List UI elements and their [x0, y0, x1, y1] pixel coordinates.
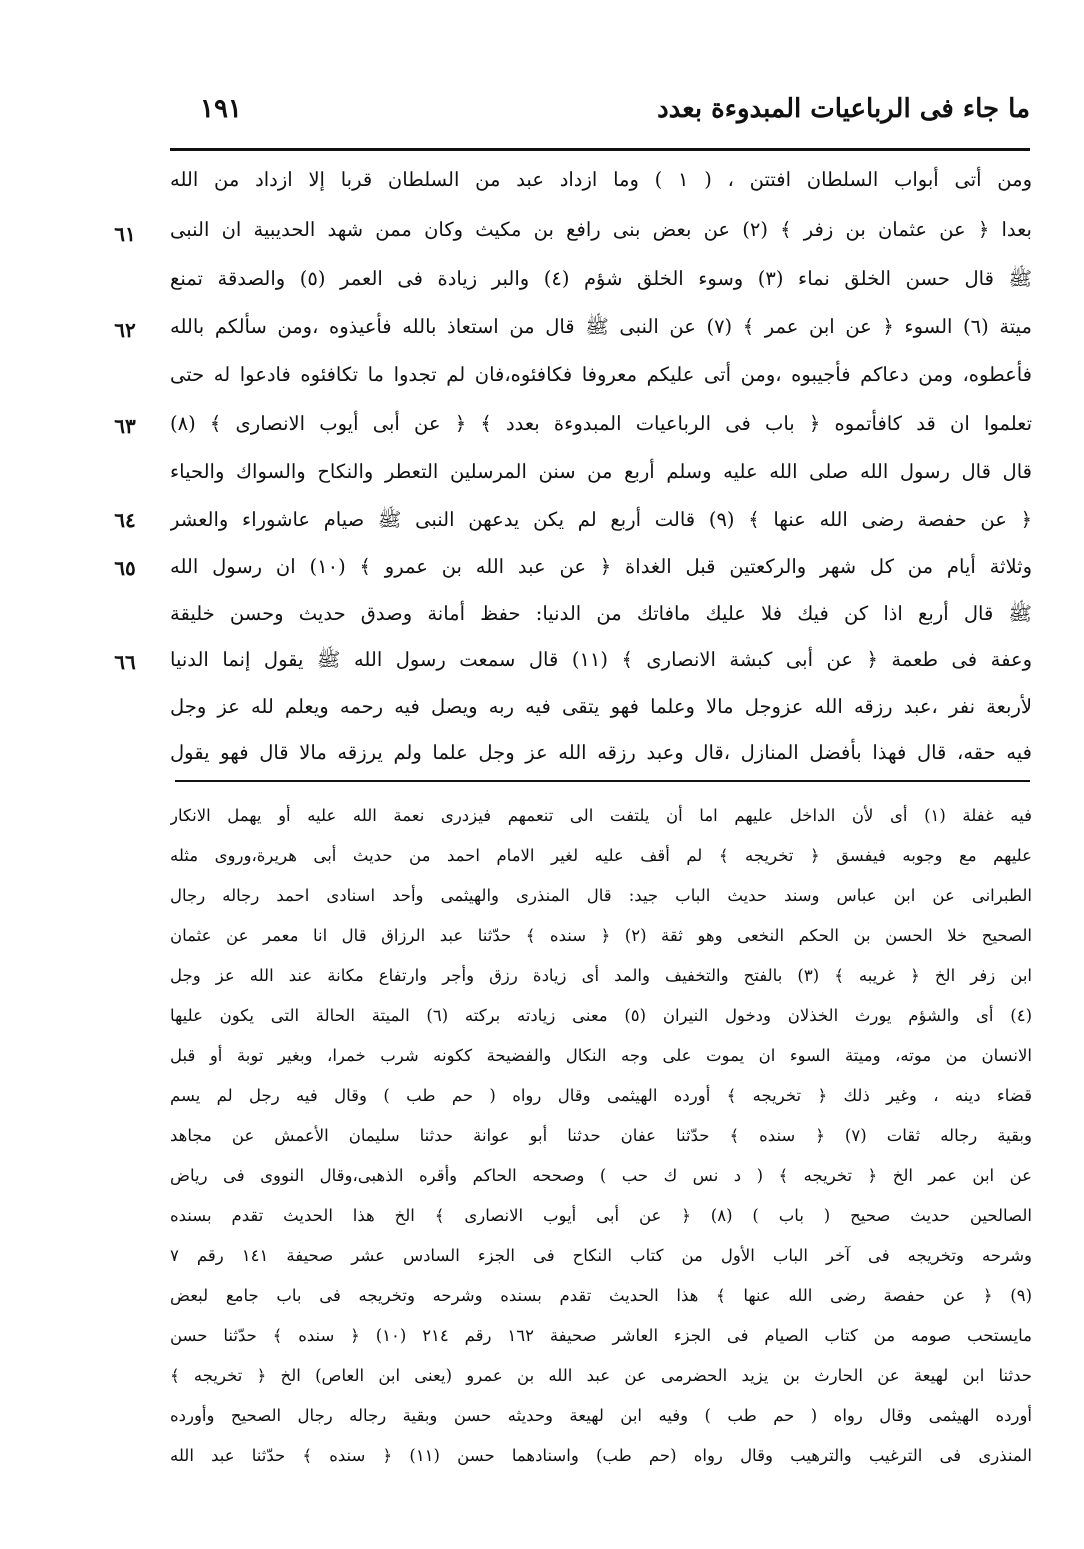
- page-header: [170, 90, 1030, 140]
- footnote-line: الصحيح خلا الحسن بن الحكم النخعى وهو ثقة (٢) ﴿ سنده ﴾ حدّثنا عبد الرزاق قال انا معمر عن عثمان: [170, 926, 1032, 945]
- text-line: ﷺ قال أربع اذا كن فيك فلا عليك مافاتك من الدنيا: حفظ أمانة وصدق حديث وحسن خليقة: [170, 602, 1032, 625]
- footnote-rule: [175, 780, 1030, 782]
- text-line: فيه حقه، قال فهذا بأفضل المنازل ،قال وعبد رزقه الله عز وجل علما ولم يرزقه مالا قال فهو يقول: [170, 741, 1032, 764]
- footnote-line: الصالحين حديث صحيح ( باب ) (٨) ﴿ عن أبى أيوب الانصارى ﴾ الخ هذا الحديث تقدم بسنده: [170, 1206, 1032, 1225]
- text-line: بعدا ﴿ عن عثمان بن زفر ﴾ (٢) عن بعض بنى رافع بن مكيث وكان ممن شهد الحديبية ان النبى: [170, 218, 1032, 241]
- footnote-line: عليهم مع وجوبه فيفسق ﴿ تخريجه ﴾ لم أقف عليه لغير الامام احمد من حديث أبى هريرة،وروى مثله: [170, 846, 1032, 865]
- text-line: ميتة (٦) السوء ﴿ عن ابن عمر ﴾ (٧) عن النبى ﷺ قال من استعاذ بالله فأعيذوه ،ومن سألكم بالله: [170, 315, 1032, 338]
- footnote-line: وشرحه وتخريجه فى آخر الباب الأول من كتاب النكاح فى الجزء السادس عشر صحيفة ١٤١ رقم ٧: [170, 1246, 1032, 1265]
- text-line: وعفة فى طعمة ﴿ عن أبى كبشة الانصارى ﴾ (١١) قال سمعت رسول الله ﷺ يقول إنما الدنيا: [170, 648, 1032, 671]
- text-line: تعلموا ان قد كافأتموه ﴿ باب فى الرباعيات المبدوءة بعدد ﴾ ﴿ عن أبى أيوب الانصارى ﴾ (٨): [170, 412, 1032, 435]
- footnote-line: حدثنا ابن لهيعة عن الحارث بن يزيد الحضرمى عن عبد الله بن عمرو (يعنى ابن العاص) الخ ﴿ تخريجه ﴾: [170, 1366, 1032, 1385]
- text-line: ومن أتى أبواب السلطان افتتن ، ( ١ ) وما ازداد عبد من السلطان قربا إلا ازداد من الله: [170, 168, 1032, 191]
- hadith-number: ٦٢: [114, 318, 136, 342]
- footnote-line: (٤) أى والشؤم يورث الخذلان ودخول النيران (٥) معنى زيادته بركته (٦) الميتة الحالة التى يكون عليها: [170, 1006, 1032, 1025]
- hadith-number: ٦٣: [114, 414, 136, 438]
- footnote-line: أورده الهيثمى وقال رواه ( حم طب ) وفيه ابن لهيعة وحديثه حسن وبقية رجاله رجال الصحيح وأورده: [170, 1406, 1032, 1425]
- text-line: لأربعة نفر ،عبد رزقه الله عزوجل مالا وعلما فهو يتقى فيه ربه ويصل فيه رحمه ويعلم لله عز وجل: [170, 695, 1032, 718]
- text-line: ﴿ عن حفصة رضى الله عنها ﴾ (٩) قالت أربع لم يكن يدعهن النبى ﷺ صيام عاشوراء والعشر: [170, 508, 1032, 531]
- text-line: قال قال رسول الله صلى الله عليه وسلم أربع من سنن المرسلين التعطر والنكاح والسواك والحياء: [170, 460, 1032, 483]
- footnote-line: فيه غفلة (١) أى لأن الداخل عليهم اما أن يلتفت الى تنعمهم فيزدرى نعمة الله عليه أو يهمل الانكار: [170, 806, 1032, 825]
- footnote-line: قضاء دينه ، وغير ذلك ﴿ تخريجه ﴾ أورده الهيثمى وقال رواه ( حم طب ) وقال فيه رجل لم يسم: [170, 1086, 1032, 1105]
- footnote-line: الطبرانى عن ابن عباس وسند حديث الباب جيد: قال المنذرى والهيثمى وأحد اسنادى احمد رجاله رجال: [170, 886, 1032, 905]
- footnote-line: ابن زفر الخ ﴿ غريبه ﴾ (٣) بالفتح والتخفيف والمد أى زيادة رزق وأجر وارتفاع مكانة عند الله عز وجل: [170, 966, 1032, 985]
- footnote-line: عن ابن عمر الخ ﴿ تخريجه ﴾ ( د نس ك حب ) وصححه الحاكم وأقره الذهبى،وقال النووى فى رياض: [170, 1166, 1032, 1185]
- header-rule: [170, 148, 1030, 151]
- text-line: وثلاثة أيام من كل شهر والركعتين قبل الغداة ﴿ عن عبد الله بن عمرو ﴾ (١٠) ان رسول الله: [170, 555, 1032, 578]
- page-number: ١٩١: [200, 94, 242, 124]
- hadith-number: ٦١: [114, 222, 136, 246]
- footnote-line: الانسان من موته، وميتة السوء ان يموت على وجه النكال والفضيحة ككونه شرب خمرا، وبغير توبة أو قبل: [170, 1046, 1032, 1065]
- running-title: ما جاء فى الرباعيات المبدوءة بعدد: [657, 94, 1030, 124]
- hadith-number: ٦٦: [114, 650, 136, 674]
- footnote-line: المنذرى فى الترغيب والترهيب وقال رواه (حم طب) واسنادهما حسن (١١) ﴿ سنده ﴾ حدّثنا عبد الله: [170, 1446, 1032, 1465]
- text-line: فأعطوه، ومن دعاكم فأجيبوه ،ومن أتى عليكم معروفا فكافئوه،فان لم تجدوا ما تكافئوه فادعوا له حتى: [170, 363, 1032, 386]
- hadith-number: ٦٥: [114, 556, 136, 580]
- footnote-line: وبقية رجاله ثقات (٧) ﴿ سنده ﴾ حدّثنا عفان حدثنا أبو عوانة حدثنا سليمان الأعمش عن مجاهد: [170, 1126, 1032, 1145]
- text-line: ﷺ قال حسن الخلق نماء (٣) وسوء الخلق شؤم (٤) والبر زيادة فى العمر (٥) والصدقة تمنع: [170, 267, 1032, 290]
- hadith-number: ٦٤: [114, 508, 136, 532]
- footnote-line: (٩) ﴿ عن حفصة رضى الله عنها ﴾ هذا الحديث تقدم بسنده وشرحه وتخريجه فى باب جامع لبعض: [170, 1286, 1032, 1305]
- footnote-line: مايستحب صومه من كتاب الصيام فى الجزء العاشر صحيفة ١٦٢ رقم ٢١٤ (١٠) ﴿ سنده ﴾ حدّثنا حسن: [170, 1326, 1032, 1345]
